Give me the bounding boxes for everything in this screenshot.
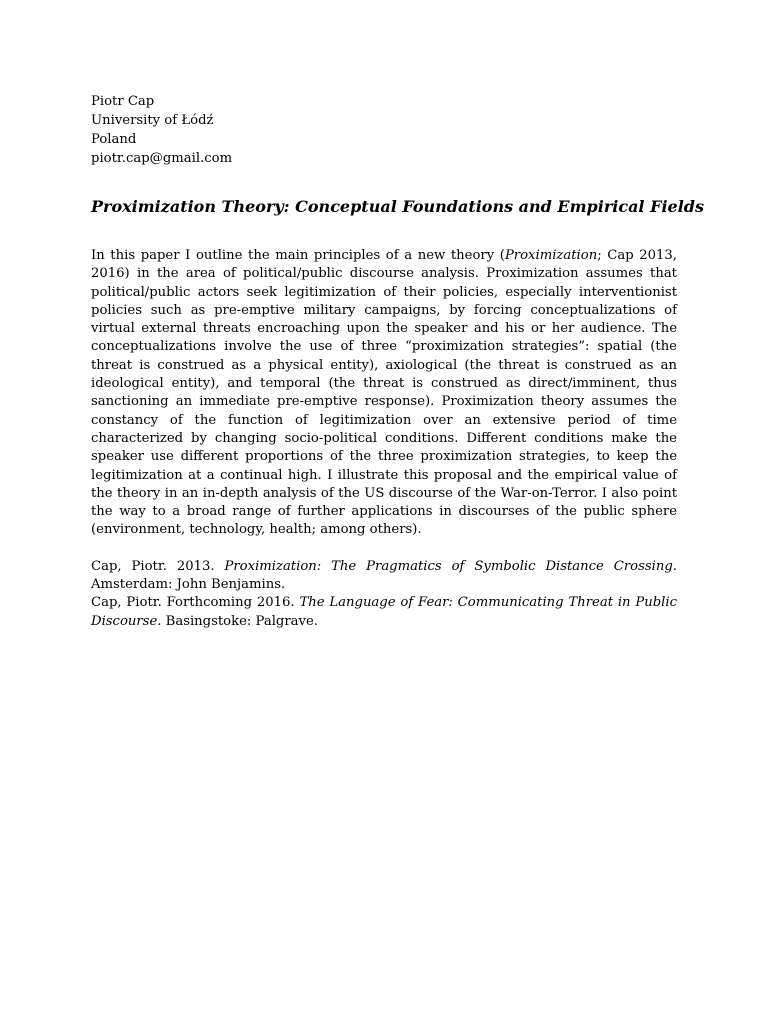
reference-tail: Basingstoke: Palgrave. <box>161 613 318 629</box>
author-country: Poland <box>91 132 137 147</box>
reference-lead: Cap, Piotr. Forthcoming 2016. <box>91 595 300 611</box>
abstract-body: ; Cap 2013, 2016) in the area of political/public discourse analysis. Proximization assumes that political/public actors seek legitimization of their policies, especially interventionist policies such as pre-emptive military campaigns, by forcing conceptualizations of virtual external threats encroaching upon the speaker and his or her audience. The conceptualizations involve the use of three “proximization strategies”: spatial (the threat is construed as a physical entity), axiological (the threat is construed as an ideological entity), and temporal (the threat is construed as direct/imminent, thus sanctioning an immediate pre-emptive response). Proximization theory assumes the constancy of the function of legitimization over an extensive period of time characterized by changing socio-political conditions. Different conditions make the speaker use different proportions of the three proximization strategies, to keep the legitimization at a continual high. I illustrate this proposal and the empirical value of the theory in an in-depth analysis of the US discourse of the War-on-Terror. I also point the way to a broad range of further applications in discourses of the public sphere (environment, technology, health; among others). <box>91 248 678 538</box>
document-page <box>91 92 704 631</box>
reference-work: Proximization: The Pragmatics of Symbolic Distance Crossing. <box>224 558 677 574</box>
reference-item <box>91 594 677 631</box>
references <box>91 558 677 631</box>
paper-title: Proximization Theory: Conceptual Foundations and Empirical Fields <box>91 197 704 216</box>
reference-tail: Amsterdam: John Benjamins. <box>91 577 286 593</box>
author-affiliation: University of Łódź <box>91 113 214 128</box>
author-email: piotr.cap@gmail.com <box>91 151 233 166</box>
abstract-term: Proximization <box>504 248 598 263</box>
abstract-paragraph <box>91 247 677 540</box>
author-name: Piotr Cap <box>91 94 155 109</box>
reference-item <box>91 558 677 595</box>
reference-lead: Cap, Piotr. 2013. <box>91 558 225 574</box>
abstract-intro: In this paper I outline the main principles of a new theory ( <box>91 248 505 263</box>
reference-work: The Language of Fear: Communicating Threat in Public Discourse. <box>91 595 677 629</box>
author-block <box>91 92 677 168</box>
